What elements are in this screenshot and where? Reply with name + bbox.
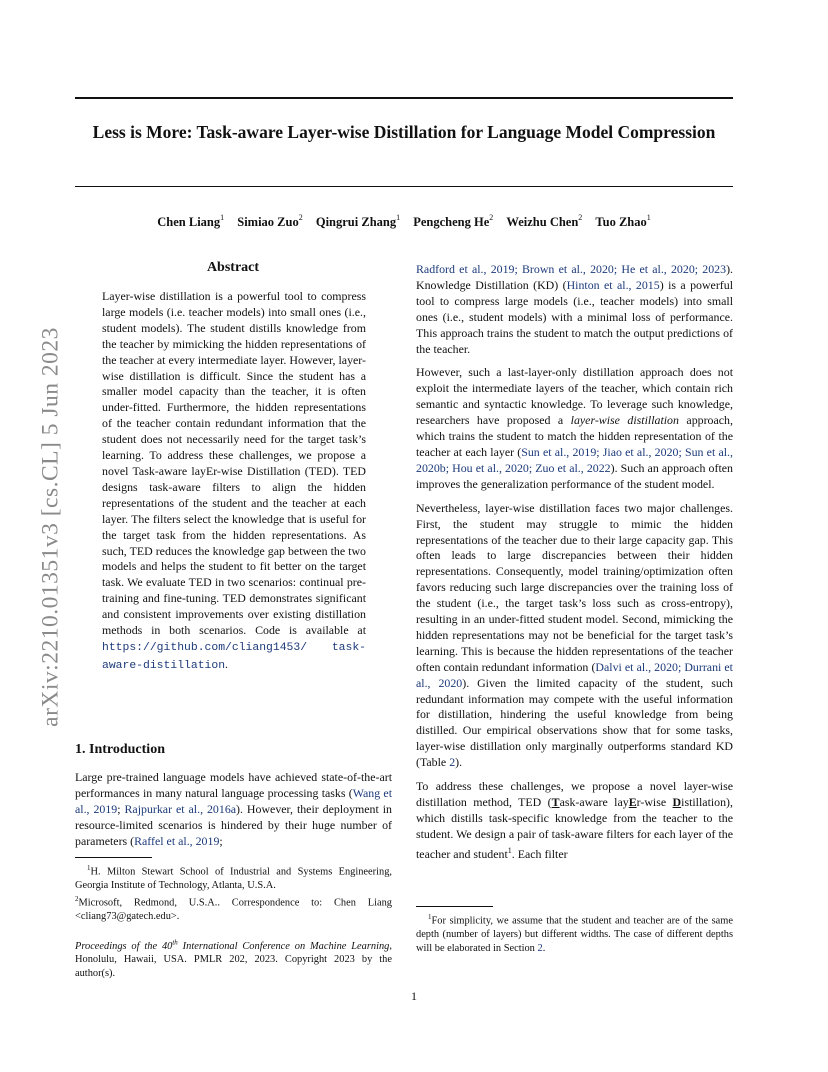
author: Chen Liang$^1$: [157, 213, 225, 229]
intro-paragraph: Large pre-trained language models have achieved state-of-the-art performances in many natural language processing tasks (Wang et al., 2019; Rajpurkar et al., 2016a). However, their deployment in resource-limited scenarios is hindered by their huge number of parameters (Raffel et al., 2019;: [75, 770, 392, 848]
citation-link[interactable]: Radford et al., 2019; Brown et al., 2020; He et al., 2020; 2023: [416, 262, 727, 276]
page-number: 1: [411, 989, 417, 1003]
paragraph: To address these challenges, we propose a novel layer-wise distillation method, TED (Task-aware layEr-wise Distillation), which distills task-specific knowledge from the teacher to the student. We design a pair of task-aware filters for each layer of the teacher and student$^1$. Each filter: [416, 779, 733, 861]
citation-link[interactable]: Raffel et al., 2019: [134, 833, 220, 848]
author: Simiao Zuo$^2$: [237, 213, 303, 229]
title-top-rule: [75, 97, 733, 99]
section-heading-introduction: 1. Introduction: [75, 742, 165, 757]
citation-link[interactable]: Dalvi et al., 2020; Durrani et al., 2020: [416, 659, 733, 690]
section-reference-link[interactable]: 2: [537, 942, 543, 954]
affiliation-footnotes: $^1$H. Milton Stewart School of Industrial and Systems Engineering, Georgia Institute of Technology, Atlanta, U.S.A. $^2$Microsoft, Redmond, U.S.A.. Correspondence to: Chen Liang <cliang73@gatech.edu>. Proceedings of the 40th International Conference on Machine Learning, Honolulu, Hawaii, USA. PMLR 202, 2023. Copyright 2023 by the author(s).: [75, 864, 392, 979]
paragraph: Nevertheless, layer-wise distillation faces two major challenges. First, the student may struggle to mimic the hidden representations of the teacher due to their large capacity gap. This often leads to large discrepancies between their hidden representations. Consequently, model training/optimization often favors reducing such large discrepancies over the training loss of the student (i.e., the target task’s loss such as cross-entropy), resulting in an under-fitted student model. Second, mimicking the hidden representations may not be beneficial for the target task’s learning. This is because the hidden representations of the teacher often contain redundant information (Dalvi et al., 2020; Durrani et al., 2020). Given the limited capacity of the student, such redundant information may compete with the useful information for distillation, hindering the useful knowledge from being distilled. Our empirical observations show that for some tasks, layer-wise distillation only marginally outperforms standard KD (Table 2).: [416, 500, 733, 770]
title-bottom-rule: [75, 186, 733, 187]
proceedings-note: Proceedings of the 40th International Conference on Machine Learning, Honolulu, Hawaii, USA. PMLR 202, 2023. Copyright 2023 by the author(s).: [75, 938, 392, 979]
author: Pengcheng He$^2$: [413, 213, 494, 229]
method-footnote: $^1$For simplicity, we assume that the student and teacher are of the same depth (number of layers) but different widths. The case of different depths will be elaborated in Section 2.: [416, 913, 733, 954]
footnote-rule-left: [75, 857, 152, 858]
author: Tuo Zhao$^1$: [595, 213, 651, 229]
right-column-body: [416, 262, 733, 863]
table-reference-link[interactable]: 2: [449, 755, 456, 770]
author: Qingrui Zhang$^1$: [315, 213, 401, 229]
paper-title: Less is More: Task-aware Layer-wise Distillation for Language Model Compression: [92, 122, 716, 142]
paragraph: However, such a last-layer-only distillation approach does not exploit the intermediate layers of the teacher, which contain rich semantic and syntactic knowledge. To leverage such knowledge, researchers have proposed a layer-wise distillation approach, which trains the student to match the hidden representation of the teacher at each layer (Sun et al., 2019; Jiao et al., 2020; Sun et al., 2020b; Hou et al., 2020; Zuo et al., 2022). Such an approach often improves the generalization performance of the student model.: [416, 365, 733, 491]
abstract-heading: Abstract: [206, 260, 260, 275]
author: Weizhu Chen$^2$: [506, 213, 583, 229]
citation-link[interactable]: Hinton et al., 2015: [566, 277, 660, 292]
citation-link[interactable]: Wang et al., 2019: [75, 785, 392, 816]
paragraph: Radford et al., 2019; Brown et al., 2020; He et al., 2020; 2023). Knowledge Distillation (KD) (Hinton et al., 2015) is a powerful tool to compress large models (i.e., teacher models) into small ones (i.e., student models) with a minimal loss of performance. This approach trains the student to match the output predictions of the teacher.: [416, 262, 733, 356]
code-link[interactable]: https://github.com/cliang1453/ task-aware-distillation: [102, 641, 366, 672]
footnote-rule-right: [416, 906, 493, 907]
citation-link[interactable]: Rajpurkar et al., 2016a: [124, 801, 237, 816]
citation-link[interactable]: Sun et al., 2019; Jiao et al., 2020; Sun et al., 2020b; Hou et al., 2020; Zuo et al., 2022: [416, 444, 733, 475]
author-list: [75, 215, 733, 230]
abstract-body: Layer-wise distillation is a powerful tool to compress large models (i.e. teacher models) into small ones (i.e., student models). The student distills knowledge from the teacher by mimicking the hidden representations of the teacher at every intermediate layer. However, layer-wise distillation is difficult. Since the student has a smaller model capacity than the teacher, it is often under-fitted. Furthermore, the hidden representations of the teacher contain redundant information that the student does not necessarily need for the target task’s learning. To address these challenges, we propose a novel Task-aware layEr-wise Distillation (TED). TED designs task-aware filters to align the hidden representations of the student and the teacher at each layer. The filters select the knowledge that is useful for the target task from the hidden representations. As such, TED reduces the knowledge gap between the two models and helps the student to fit better on the target task. We evaluate TED in two scenarios: continual pre-training and fine-tuning. TED demonstrates significant and consistent improvements over existing distillation methods in both scenarios. Code is available at https://github.com/cliang1453/ task-aware-distillation.: [102, 289, 366, 672]
